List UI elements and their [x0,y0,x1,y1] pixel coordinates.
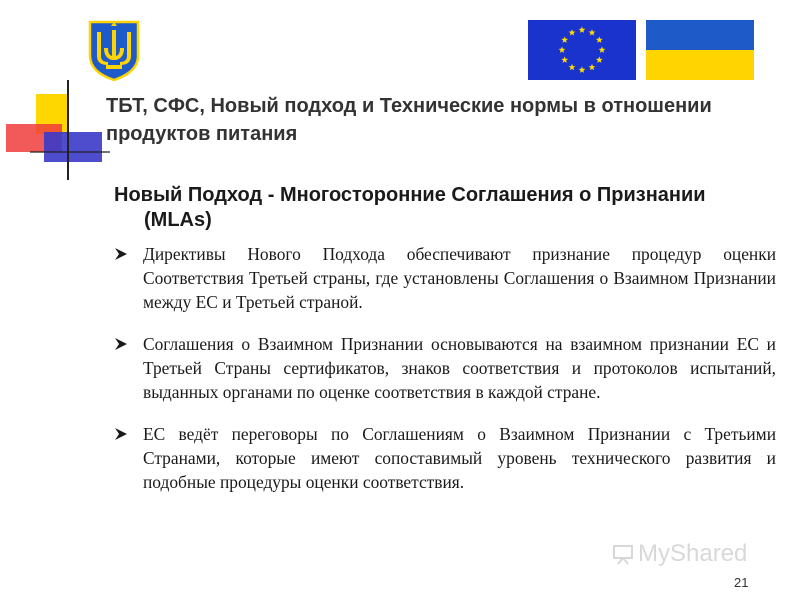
eu-flag-icon [528,20,636,80]
presentation-board-icon [612,543,634,565]
slide-title: ТБТ, СФС, Новый подход и Технические нормы в отношении продуктов питания [106,95,712,145]
bullet-item [114,422,776,494]
bullet-item [114,242,776,314]
ukraine-trident-icon [82,18,146,82]
bullet-text: ЕС ведёт переговоры по Соглашениям о Взаимном Признании с Третьими Странами, которые имеют сопоставимый уровень технического развития и подобные процедуры оценки соответствия. [143,424,776,492]
bullet-item [114,332,776,404]
arrowhead-bullet-icon [114,337,128,351]
bullet-text: Соглашения о Взаимном Признании основываются на взаимном признании ЕС и Третьей Страны сертификатов, знаков соответствия и протоколов испытаний, выданных органами по оценке соответствия в каждой стране. [143,334,776,402]
section-subheading: Новый Подход - Многосторонние Соглашения о Признании (MLAs) [114,184,706,231]
arrowhead-bullet-icon [114,427,128,441]
bullet-list [114,242,776,512]
page-number: 21 [734,575,749,590]
arrowhead-bullet-icon [114,247,128,261]
watermark-text: MyShared [638,540,748,567]
watermark [612,540,747,568]
decorative-color-blocks [0,80,110,180]
bullet-text: Директивы Нового Подхода обеспечивают признание процедур оценки Соответствия Третьей страны, где установлены Соглашения о Взаимном Признании между ЕС и Третьей страной. [143,244,776,312]
ukraine-flag-icon [646,20,754,80]
